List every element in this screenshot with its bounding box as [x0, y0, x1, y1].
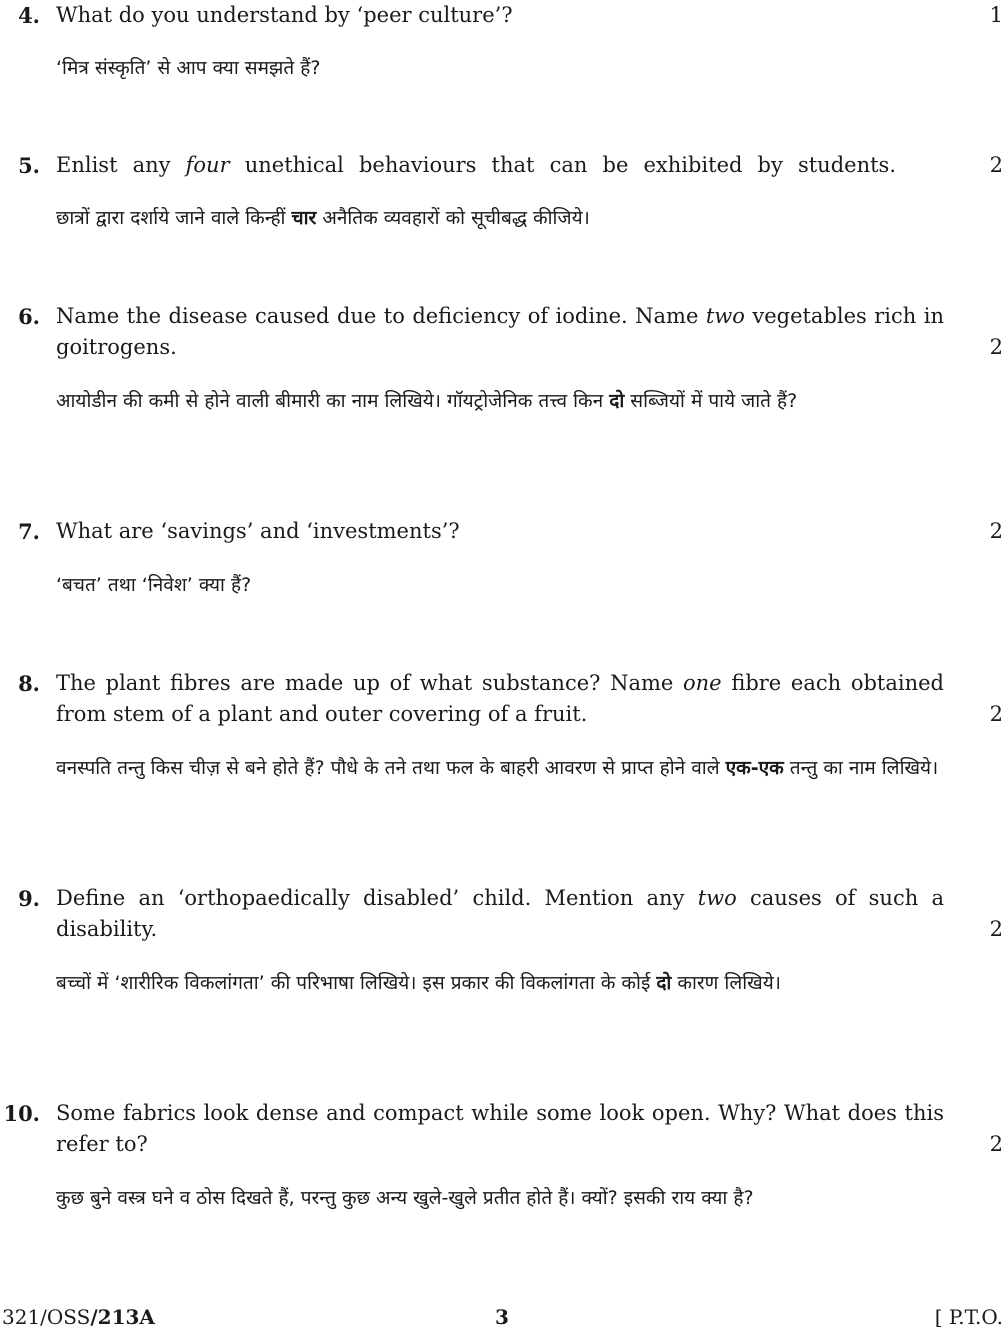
question-number: 8. [18, 671, 40, 696]
page-footer [0, 1305, 1005, 1333]
question-text-hindi: कुछ बुने वस्त्र घने व ठोस दिखते हैं, परन्तु कुछ अन्य खुले-खुले प्रतीत होते हैं। क्यों? इसकी राय क्या है? [56, 1187, 754, 1209]
question-number: 4. [18, 3, 40, 28]
question-number: 7. [18, 519, 40, 544]
question-text-english: Name the disease caused due to deficiency of iodine. Name two vegetables rich in goitrogens. [56, 304, 944, 359]
marks: 2 [989, 1132, 1003, 1156]
question-text-english: What do you understand by ‘peer culture’? [56, 3, 513, 27]
marks: 1 [989, 3, 1003, 27]
question-number: 6. [18, 304, 40, 329]
question-text-hindi: बच्चों में ‘शारीरिक विकलांगता’ की परिभाषा लिखिये। इस प्रकार की विकलांगता के कोई दो कारण लिखिये। [56, 972, 781, 994]
marks: 2 [989, 702, 1003, 726]
question-text-english: What are ‘savings’ and ‘investments’? [56, 519, 460, 543]
question-text-hindi: आयोडीन की कमी से होने वाली बीमारी का नाम लिखिये। गॉयट्रोजेनिक तत्त्व किन दो सब्जियों में पाये जाते हैं? [56, 390, 798, 412]
question-text-hindi: ‘मित्र संस्कृति’ से आप क्या समझते हैं? [56, 57, 321, 79]
question-text-english: Some fabrics look dense and compact while some look open. Why? What does this refer to? [56, 1101, 944, 1156]
question-text-hindi: वनस्पति तन्तु किस चीज़ से बने होते हैं? पौधे के तने तथा फल के बाहरी आवरण से प्राप्त होने वाले एक-एक तन्तु का नाम लिखिये। [56, 757, 939, 779]
marks: 2 [989, 519, 1003, 543]
paper-code: 321/OSS/213A [2, 1305, 155, 1329]
question-text-english: Enlist any four unethical behaviours that can be exhibited by students. [56, 153, 896, 177]
marks: 2 [989, 335, 1003, 359]
marks: 2 [989, 917, 1003, 941]
question-text-hindi: ‘बचत’ तथा ‘निवेश’ क्या हैं? [56, 574, 252, 596]
marks: 2 [989, 153, 1003, 177]
question-number: 5. [18, 153, 40, 178]
page-number: 3 [495, 1305, 509, 1329]
question-number: 9. [18, 886, 40, 911]
question-text-english: The plant fibres are made up of what substance? Name one fibre each obtained from stem of a plant and outer covering of a fruit. [56, 671, 944, 726]
question-text-english: Define an ‘orthopaedically disabled’ child. Mention any two causes of such a disability. [56, 886, 944, 941]
question-text-hindi: छात्रों द्वारा दर्शाये जाने वाले किन्हीं चार अनैतिक व्यवहारों को सूचीबद्ध कीजिये। [56, 207, 590, 229]
question-number: 10. [3, 1101, 40, 1126]
pto-label: [ P.T.O. [934, 1305, 1003, 1329]
